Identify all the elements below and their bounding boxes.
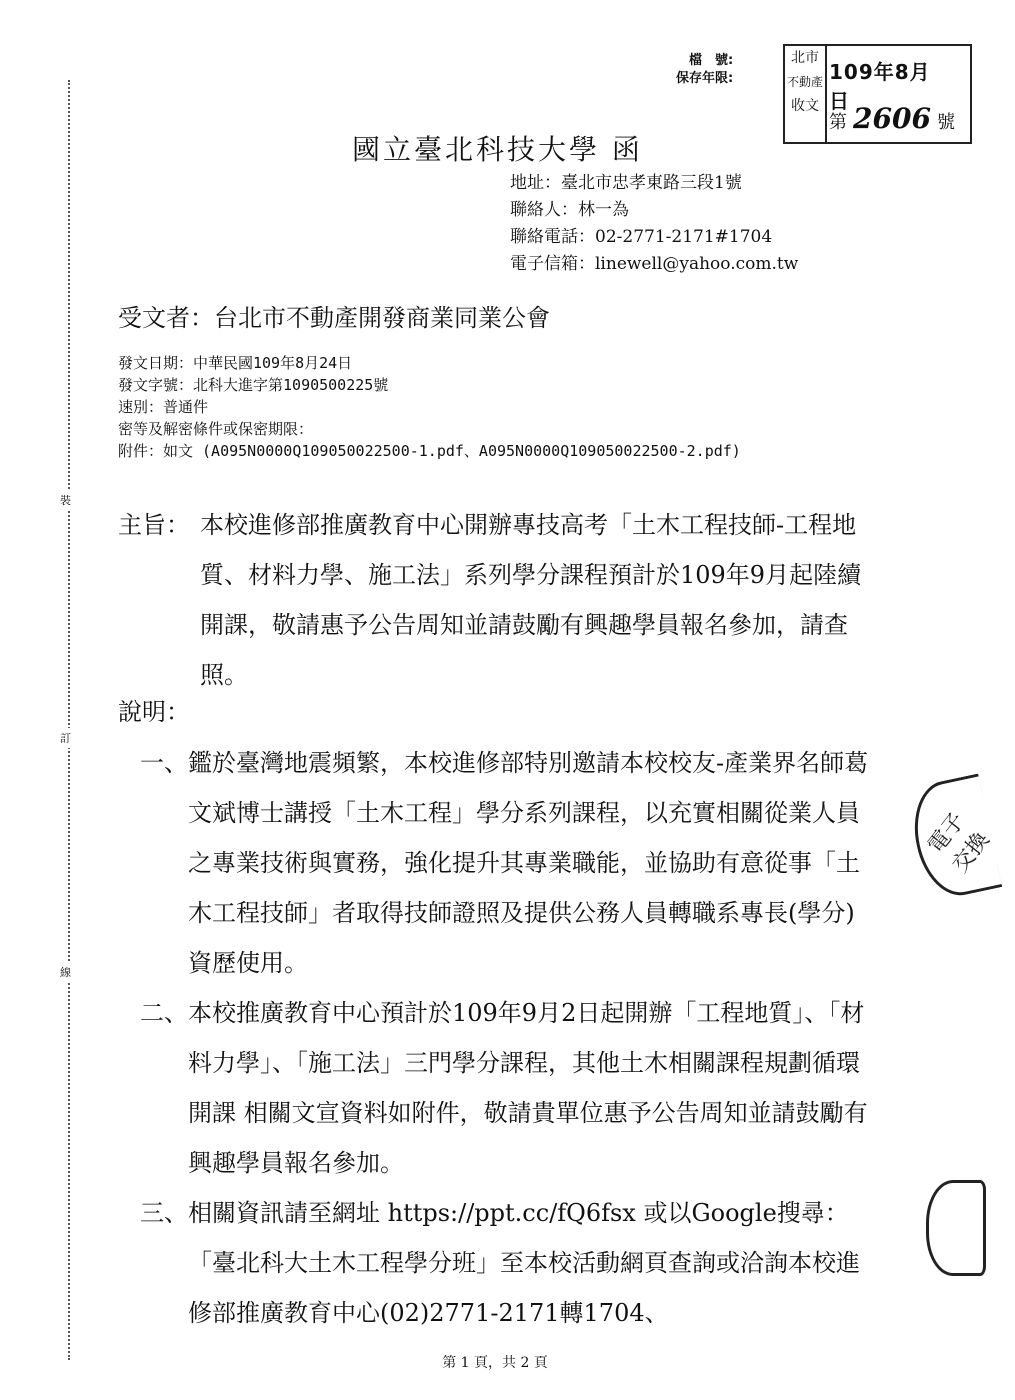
item-text: 本校推廣教育中心預計於109年9月2日起開辦「工程地質」、「材料力學」、「施工法」三門學分課程，其他土木相關課程規劃循環開課 相關文宣資料如附件，敬請貴單位惠予公告周知並請鼓勵有興趣學員報名參加。	[188, 999, 868, 1177]
stamp-date: 109年8月 日	[829, 60, 952, 113]
binding-dotted-line	[68, 80, 70, 1360]
subject-text: 本校進修部推廣教育中心開辦專技高考「土木工程技師-工程地質、材料力學、施工法」系列學分課程預計於109年9月起陸續開課，敬請惠予公告周知並請鼓勵有興趣學員報名參加，請查照。	[200, 511, 862, 689]
stamp-number-suffix: 號	[936, 112, 955, 133]
subject-label: 主旨：	[118, 511, 190, 539]
stamp-side	[785, 46, 827, 142]
contact-phone: 聯絡電話：02-2771-2171#1704	[510, 227, 773, 247]
contact-block	[510, 170, 798, 278]
description-item	[140, 1188, 880, 1338]
meta-attachment: 附件：如文 (A095N0000Q109050022500-1.pdf、A095N0000Q109050022500-2.pdf)	[118, 442, 741, 460]
archive-info	[676, 52, 733, 88]
binding-mark-xian: 線	[60, 962, 71, 982]
binding-mark-zhuang: 裝	[60, 490, 71, 510]
binding-mark-ding: 訂	[60, 728, 71, 748]
stamp-side-char: 收文	[791, 98, 819, 114]
file-no-label: 檔 號:	[689, 53, 734, 68]
document-meta	[118, 352, 741, 462]
document-title: 國立臺北科技大學 函	[352, 133, 643, 166]
seal-text: 電子交換	[923, 808, 995, 878]
description-item	[140, 988, 880, 1188]
stamp-side-char: 不動產	[786, 75, 823, 89]
meta-date: 發文日期：中華民國109年8月24日	[118, 354, 353, 372]
retention-label: 保存年限:	[676, 71, 734, 86]
description-items	[140, 738, 880, 1338]
exchange-seal	[905, 773, 1002, 902]
meta-secrecy: 密等及解密條件或保密期限：	[118, 420, 314, 438]
receipt-stamp	[783, 44, 972, 144]
page-footer: 第 1 頁，共 2 頁	[442, 1355, 548, 1371]
meta-speed: 速別：普通件	[118, 398, 209, 416]
item-text: 鑑於臺灣地震頻繁，本校進修部特別邀請本校校友-產業界名師葛文斌博士講授「土木工程」學分系列課程，以充實相關從業人員之專業技術與實務，強化提升其專業職能，並協助有意從事「土木工程技師」者取得技師證照及提供公務人員轉職系專長(學分)資歷使用。	[188, 749, 869, 977]
description-label: 說明：	[118, 698, 190, 726]
contact-email: 電子信箱：linewell@yahoo.com.tw	[510, 254, 799, 274]
item-number: 三、	[140, 1199, 188, 1227]
side-seal-mark	[926, 1180, 986, 1276]
description-item	[140, 738, 880, 988]
stamp-number: 2606	[853, 102, 931, 135]
contact-person: 聯絡人：林一為	[510, 200, 629, 220]
subject-section	[118, 500, 878, 700]
meta-ref: 發文字號：北科大進字第1090500225號	[118, 376, 389, 394]
stamp-side-char: 北市	[791, 50, 819, 66]
contact-address: 地址：臺北市忠孝東路三段1號	[510, 173, 742, 193]
item-number: 二、	[140, 999, 188, 1027]
item-text: 相關資訊請至網址 https://ppt.cc/fQ6fsx 或以Google搜尋：「臺北科大土木工程學分班」至本校活動網頁查詢或洽詢本校進修部推廣教育中心(02)2771-2171轉1704、	[188, 1199, 860, 1327]
stamp-number-prefix: 第	[829, 112, 847, 133]
recipient: 受文者：台北市不動產開發商業同業公會	[118, 304, 550, 332]
stamp-number-row	[829, 102, 955, 135]
item-number: 一、	[140, 749, 188, 777]
